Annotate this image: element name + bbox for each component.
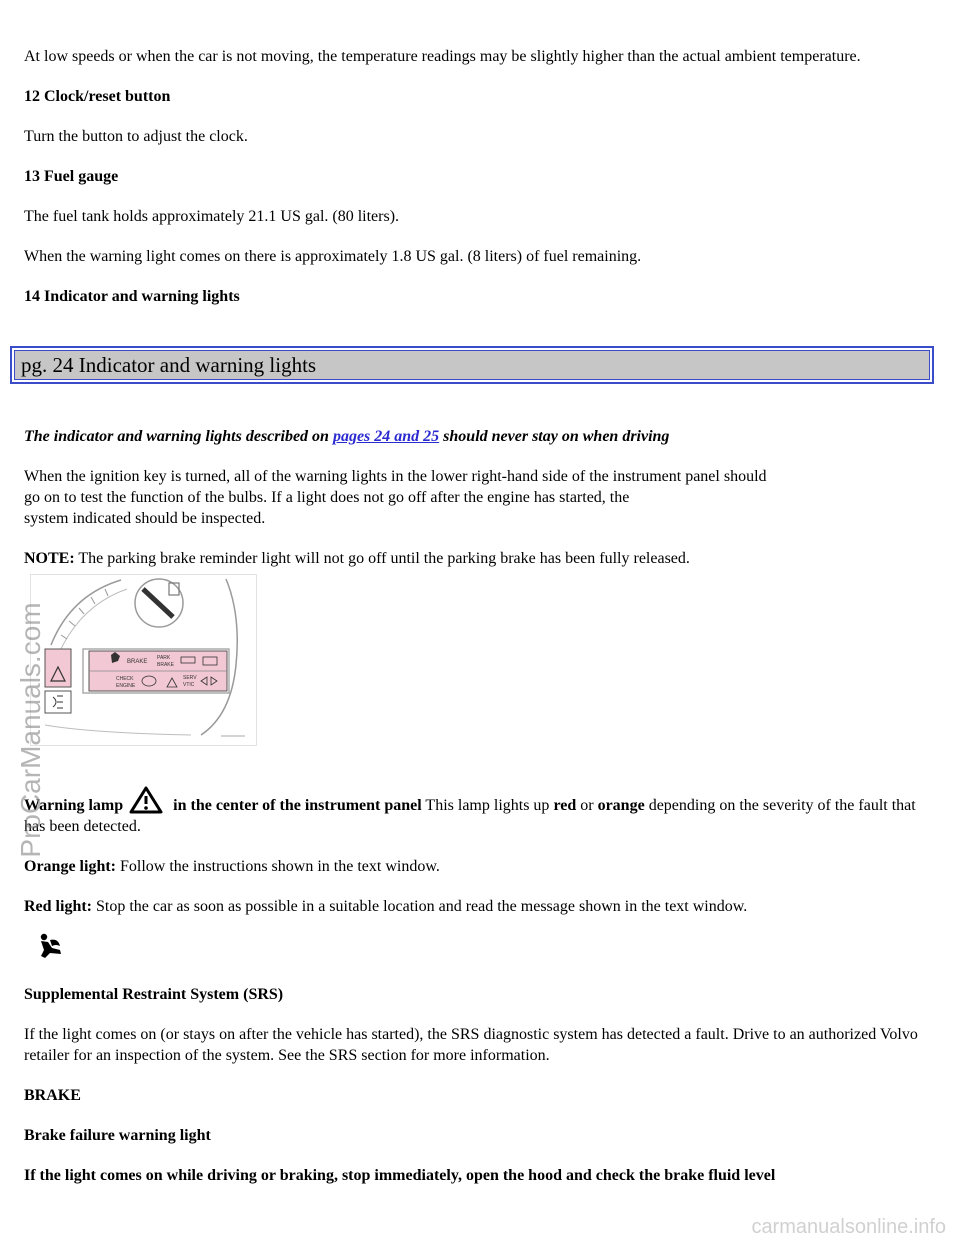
temperature-note: At low speeds or when the car is not moving, the temperature readings may be slightly higher than the actual ambient temperature. [24,48,861,65]
intro-section [24,46,936,326]
lead-before: The indicator and warning lights described on [24,428,333,445]
warning-red-word: red [553,797,577,814]
note-text: The parking brake reminder light will not go off until the parking brake has been fully released. [74,550,690,567]
warning-or: or [576,797,598,814]
figure-label-engine: ENGINE [116,683,136,689]
figure-label-check: CHECK [116,676,134,682]
instrument-panel-illustration [31,575,256,745]
clock-heading: 12 Clock/reset button [24,88,171,105]
instrument-panel-figure [30,574,257,746]
section-title: pg. 24 Indicator and warning lights [14,350,930,380]
warning-section [24,786,936,936]
watermark-bottom: carmanualsonline.info [751,1216,946,1238]
ignition-line-1: When the ignition key is turned, all of the warning lights in the lower right-hand side of the instrument panel should [24,468,767,485]
srs-text: If the light comes on (or stays on after the vehicle has started), the SRS diagnostic system has detected a fault. Drive to an authorized Volvo retailer for an inspection of the system. See the SRS section for more information. [24,1026,918,1064]
red-light-text: Stop the car as soon as possible in a suitable location and read the message shown in the text window. [92,898,748,915]
clock-text: Turn the button to adjust the clock. [24,128,248,145]
fuel-text-2: When the warning light comes on there is approximately 1.8 US gal. (8 liters) of fuel remaining. [24,248,642,265]
watermark-left: ProCarManuals.com [15,602,46,858]
lead-after: should never stay on when driving [439,428,670,445]
section-title-bar [10,346,934,384]
warning-triangle-icon [129,786,163,814]
figure-label-vtic: VTIC [183,682,195,688]
figure-label-brake: BRAKE [127,659,148,665]
figure-label-serv: SERV [183,675,197,681]
brake-label: BRAKE [24,1087,81,1104]
lead-sentence [24,426,936,447]
note-label: NOTE: [24,550,75,567]
orange-light-label: Orange light: [24,858,116,875]
ignition-line-2: go on to test the function of the bulbs. If a light does not go off after the engine has started, the [24,489,630,506]
brake-heading: Brake failure warning light [24,1127,211,1144]
ignition-line-3: system indicated should be inspected. [24,510,266,527]
srs-heading: Supplemental Restraint System (SRS) [24,986,284,1003]
figure-label-brake-2: BRAKE [157,662,174,668]
warning-heading-after: in the center of the instrument panel [169,797,422,814]
srs-brake-section [24,984,936,1205]
fuel-heading: 13 Fuel gauge [24,168,119,185]
orange-light-paragraph [24,856,936,877]
warning-text-2: depending on the severity of the fault that has been detected. [24,797,916,835]
warning-orange-word: orange [597,797,645,814]
brake-text: If the light comes on while driving or braking, stop immediately, open the hood and check the brake fluid level [24,1167,776,1184]
warning-heading-before: Warning lamp [24,797,124,814]
orange-light-text: Follow the instructions shown in the text window. [116,858,440,875]
red-light-label: Red light: [24,898,92,915]
warning-paragraph [24,786,936,837]
red-light-paragraph [24,896,936,917]
srs-airbag-icon [36,932,64,960]
ignition-text [24,466,936,529]
note-paragraph [24,548,936,569]
pages-link[interactable]: pages 24 and 25 [332,428,440,445]
figure-label-park: PARK [157,655,171,661]
indicator-heading: 14 Indicator and warning lights [24,288,240,305]
warning-text-1: This lamp lights up [421,797,554,814]
fuel-text-1: The fuel tank holds approximately 21.1 US gal. (80 liters). [24,208,400,225]
ignition-section [24,466,936,588]
